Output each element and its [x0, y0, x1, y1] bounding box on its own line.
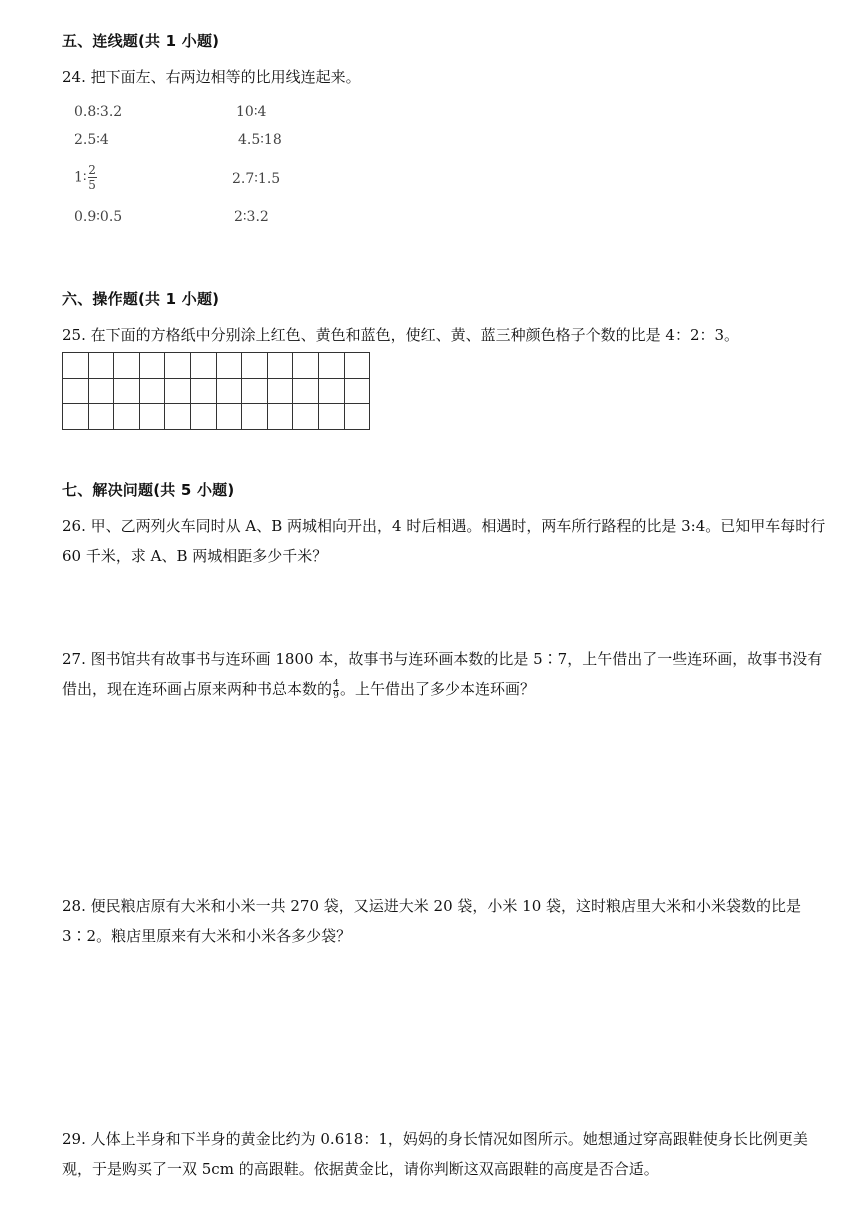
grid-cell[interactable] [191, 404, 217, 430]
grid-cell[interactable] [165, 353, 191, 379]
question-29-text: 29. 人体上半身和下半身的黄金比约为 0.618：1，妈妈的身长情况如图所示。她想通过穿高跟鞋使身长比例更美观，于是购买了一双 5cm 的高跟鞋。依据黄金比，请你判断这双高跟鞋的高度是否合适。 [62, 1130, 808, 1178]
q24-left-ratio-1: 0.8∶3.2 [74, 104, 123, 120]
grid-cell[interactable] [217, 404, 243, 430]
grid-cell[interactable] [319, 353, 345, 379]
grid-cell[interactable] [165, 404, 191, 430]
question-27-text-main: 27. 图书馆共有故事书与连环画 1800 本，故事书与连环画本数的比是 5∶7，上午借出了一些连环画，故事书没有借出，现在连环画占原来两种书总本数的 [62, 650, 823, 698]
grid-cell[interactable] [268, 353, 294, 379]
question-26-text: 26. 甲、乙两列火车同时从 A、B 两城相向开出，4 时后相遇。相遇时，两车所行路程的比是 3:4。已知甲车每时行 60 千米，求 A、B 两城相距多少千米？ [62, 517, 826, 565]
grid-cell[interactable] [140, 353, 166, 379]
grid-cell[interactable] [165, 379, 191, 405]
section-title-operation: 六、操作题(共 1 小题) [62, 290, 220, 308]
grid-cell[interactable] [242, 404, 268, 430]
grid-cell[interactable] [345, 353, 371, 379]
q24-fraction-two-fifths [88, 164, 97, 191]
q27-fraction-four-ninths [333, 680, 339, 701]
grid-cell[interactable] [191, 353, 217, 379]
grid-cell[interactable] [242, 353, 268, 379]
grid-cell[interactable] [140, 404, 166, 430]
question-27-text-end: 。上午借出了多少本连环画？ [340, 680, 536, 698]
q24-left-ratio-4: 0.9∶0.5 [74, 209, 123, 225]
grid-cell[interactable] [345, 404, 371, 430]
question-27-text [62, 644, 830, 704]
grid-cell[interactable] [319, 404, 345, 430]
grid-cell[interactable] [191, 379, 217, 405]
grid-cell[interactable] [63, 353, 89, 379]
section-title-matching: 五、连线题(共 1 小题) [62, 32, 220, 50]
grid-cell[interactable] [217, 379, 243, 405]
grid-cell[interactable] [242, 379, 268, 405]
question-28-text: 28. 便民粮店原有大米和小米一共 270 袋，又运进大米 20 袋，小米 10 袋，这时粮店里大米和小米袋数的比是 3∶2。粮店里原来有大米和小米各多少袋？ [62, 897, 802, 945]
question-24-text: 24. 把下面左、右两边相等的比用线连起来。 [62, 68, 361, 86]
fraction-numerator: 2 [88, 163, 96, 177]
grid-cell[interactable] [268, 379, 294, 405]
q24-right-ratio-4: 2∶3.2 [234, 209, 269, 225]
q24-right-ratio-1: 10∶4 [236, 104, 267, 120]
grid-cell[interactable] [89, 353, 115, 379]
coloring-grid [62, 352, 370, 430]
grid-cell[interactable] [268, 404, 294, 430]
grid-cell[interactable] [114, 353, 140, 379]
q24-right-ratio-2: 4.5∶18 [238, 132, 282, 148]
fraction-denominator: 9 [333, 690, 339, 701]
grid-cell[interactable] [319, 379, 345, 405]
question-25-text: 25. 在下面的方格纸中分别涂上红色、黄色和蓝色，使红、黄、蓝三种颜色格子个数的比是 4：2：3。 [62, 326, 740, 344]
section-title-problem-solving: 七、解决问题(共 5 小题) [62, 481, 235, 499]
grid-cell[interactable] [63, 379, 89, 405]
q24-left-ratio-3 [74, 164, 98, 191]
grid-cell[interactable] [293, 404, 319, 430]
fraction-numerator: 4 [333, 678, 339, 689]
grid-cell[interactable] [63, 404, 89, 430]
fraction-denominator: 5 [88, 178, 96, 192]
grid-cell[interactable] [89, 404, 115, 430]
q24-left-ratio-3-prefix: 1∶ [74, 169, 87, 186]
grid-cell[interactable] [89, 379, 115, 405]
grid-cell[interactable] [345, 379, 371, 405]
q24-left-ratio-2: 2.5∶4 [74, 132, 109, 148]
q24-right-ratio-3: 2.7∶1.5 [232, 171, 281, 187]
grid-cell[interactable] [217, 353, 243, 379]
grid-cell[interactable] [140, 379, 166, 405]
grid-cell[interactable] [293, 353, 319, 379]
grid-cell[interactable] [114, 404, 140, 430]
grid-cell[interactable] [293, 379, 319, 405]
grid-cell[interactable] [114, 379, 140, 405]
